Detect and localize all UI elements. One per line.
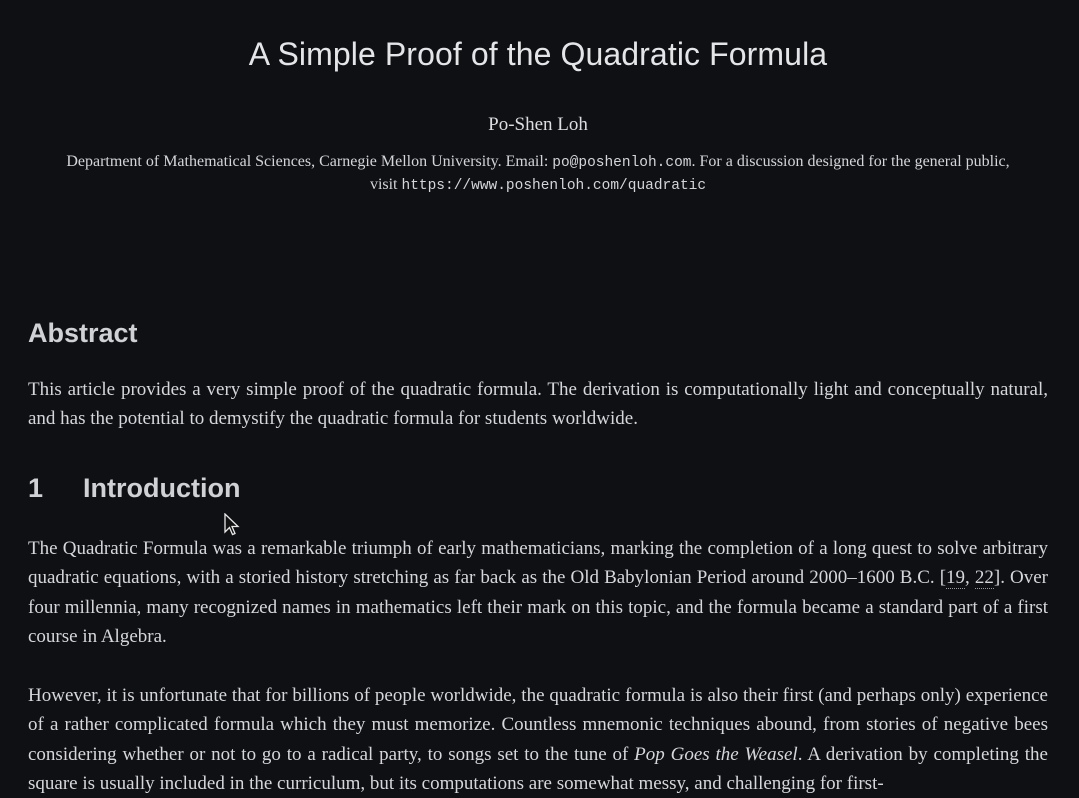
- intro-p2-text: However, it is unfortunate that for billions of people worldwide, the quadratic formula is also their first (and perhaps only) experience of a rather complicated formula which they must memorize. Countless mnemonic techniques abound, from stories of negative bees considering whether or not to go to a radical party, to songs set to the tune of: [28, 685, 1048, 765]
- author-name: Po-Shen Loh: [488, 114, 588, 135]
- abstract-text: This article provides a very simple proof of the quadratic formula. The derivation is computationally light and conceptually natural, and has the potential to demystify the quadratic formula for students worldwide.: [28, 379, 1048, 430]
- section-title: Introduction: [83, 473, 241, 503]
- author-affiliation: [56, 151, 1020, 197]
- abstract-heading: Abstract: [28, 318, 138, 348]
- intro-p2-text-2: . A derivation by completing the square is usually included in the curriculum, but its computations are somewhat messy, and challenging for first-: [28, 743, 1048, 794]
- citation-link-19[interactable]: 19: [946, 567, 966, 589]
- song-title: Pop Goes the Weasel: [634, 743, 798, 765]
- mouse-pointer-icon: [224, 513, 240, 542]
- intro-paragraph-1: [28, 534, 1048, 651]
- website-link[interactable]: https://www.poshenloh.com/quadratic: [401, 178, 707, 194]
- citation-link-22[interactable]: 22: [974, 567, 994, 589]
- affiliation-text: Department of Mathematical Sciences, Carnegie Mellon University. Email:: [66, 153, 553, 170]
- cite-separator: ,: [965, 567, 975, 589]
- affiliation-text-2: . For a discussion designed for the general public, visit: [369, 153, 1010, 193]
- intro-paragraph-2: [28, 681, 1048, 798]
- email-link[interactable]: po@poshenloh.com: [552, 155, 692, 171]
- section-heading-introduction: [28, 473, 240, 504]
- section-number: 1: [28, 473, 44, 503]
- intro-p1-text: The Quadratic Formula was a remarkable triumph of early mathematicians, marking the completion of a long quest to solve arbitrary quadratic equations, with a storied history stretching as far back as the Old Babylonian Period around 2000–1600 B.C. [: [28, 538, 1048, 589]
- paper-title: A Simple Proof of the Quadratic Formula: [248, 36, 828, 72]
- intro-p1-text-2: ]. Over four millennia, many recognized names in mathematics left their mark on this topic, and the formula became a standard part of a first course in Algebra.: [28, 567, 1049, 647]
